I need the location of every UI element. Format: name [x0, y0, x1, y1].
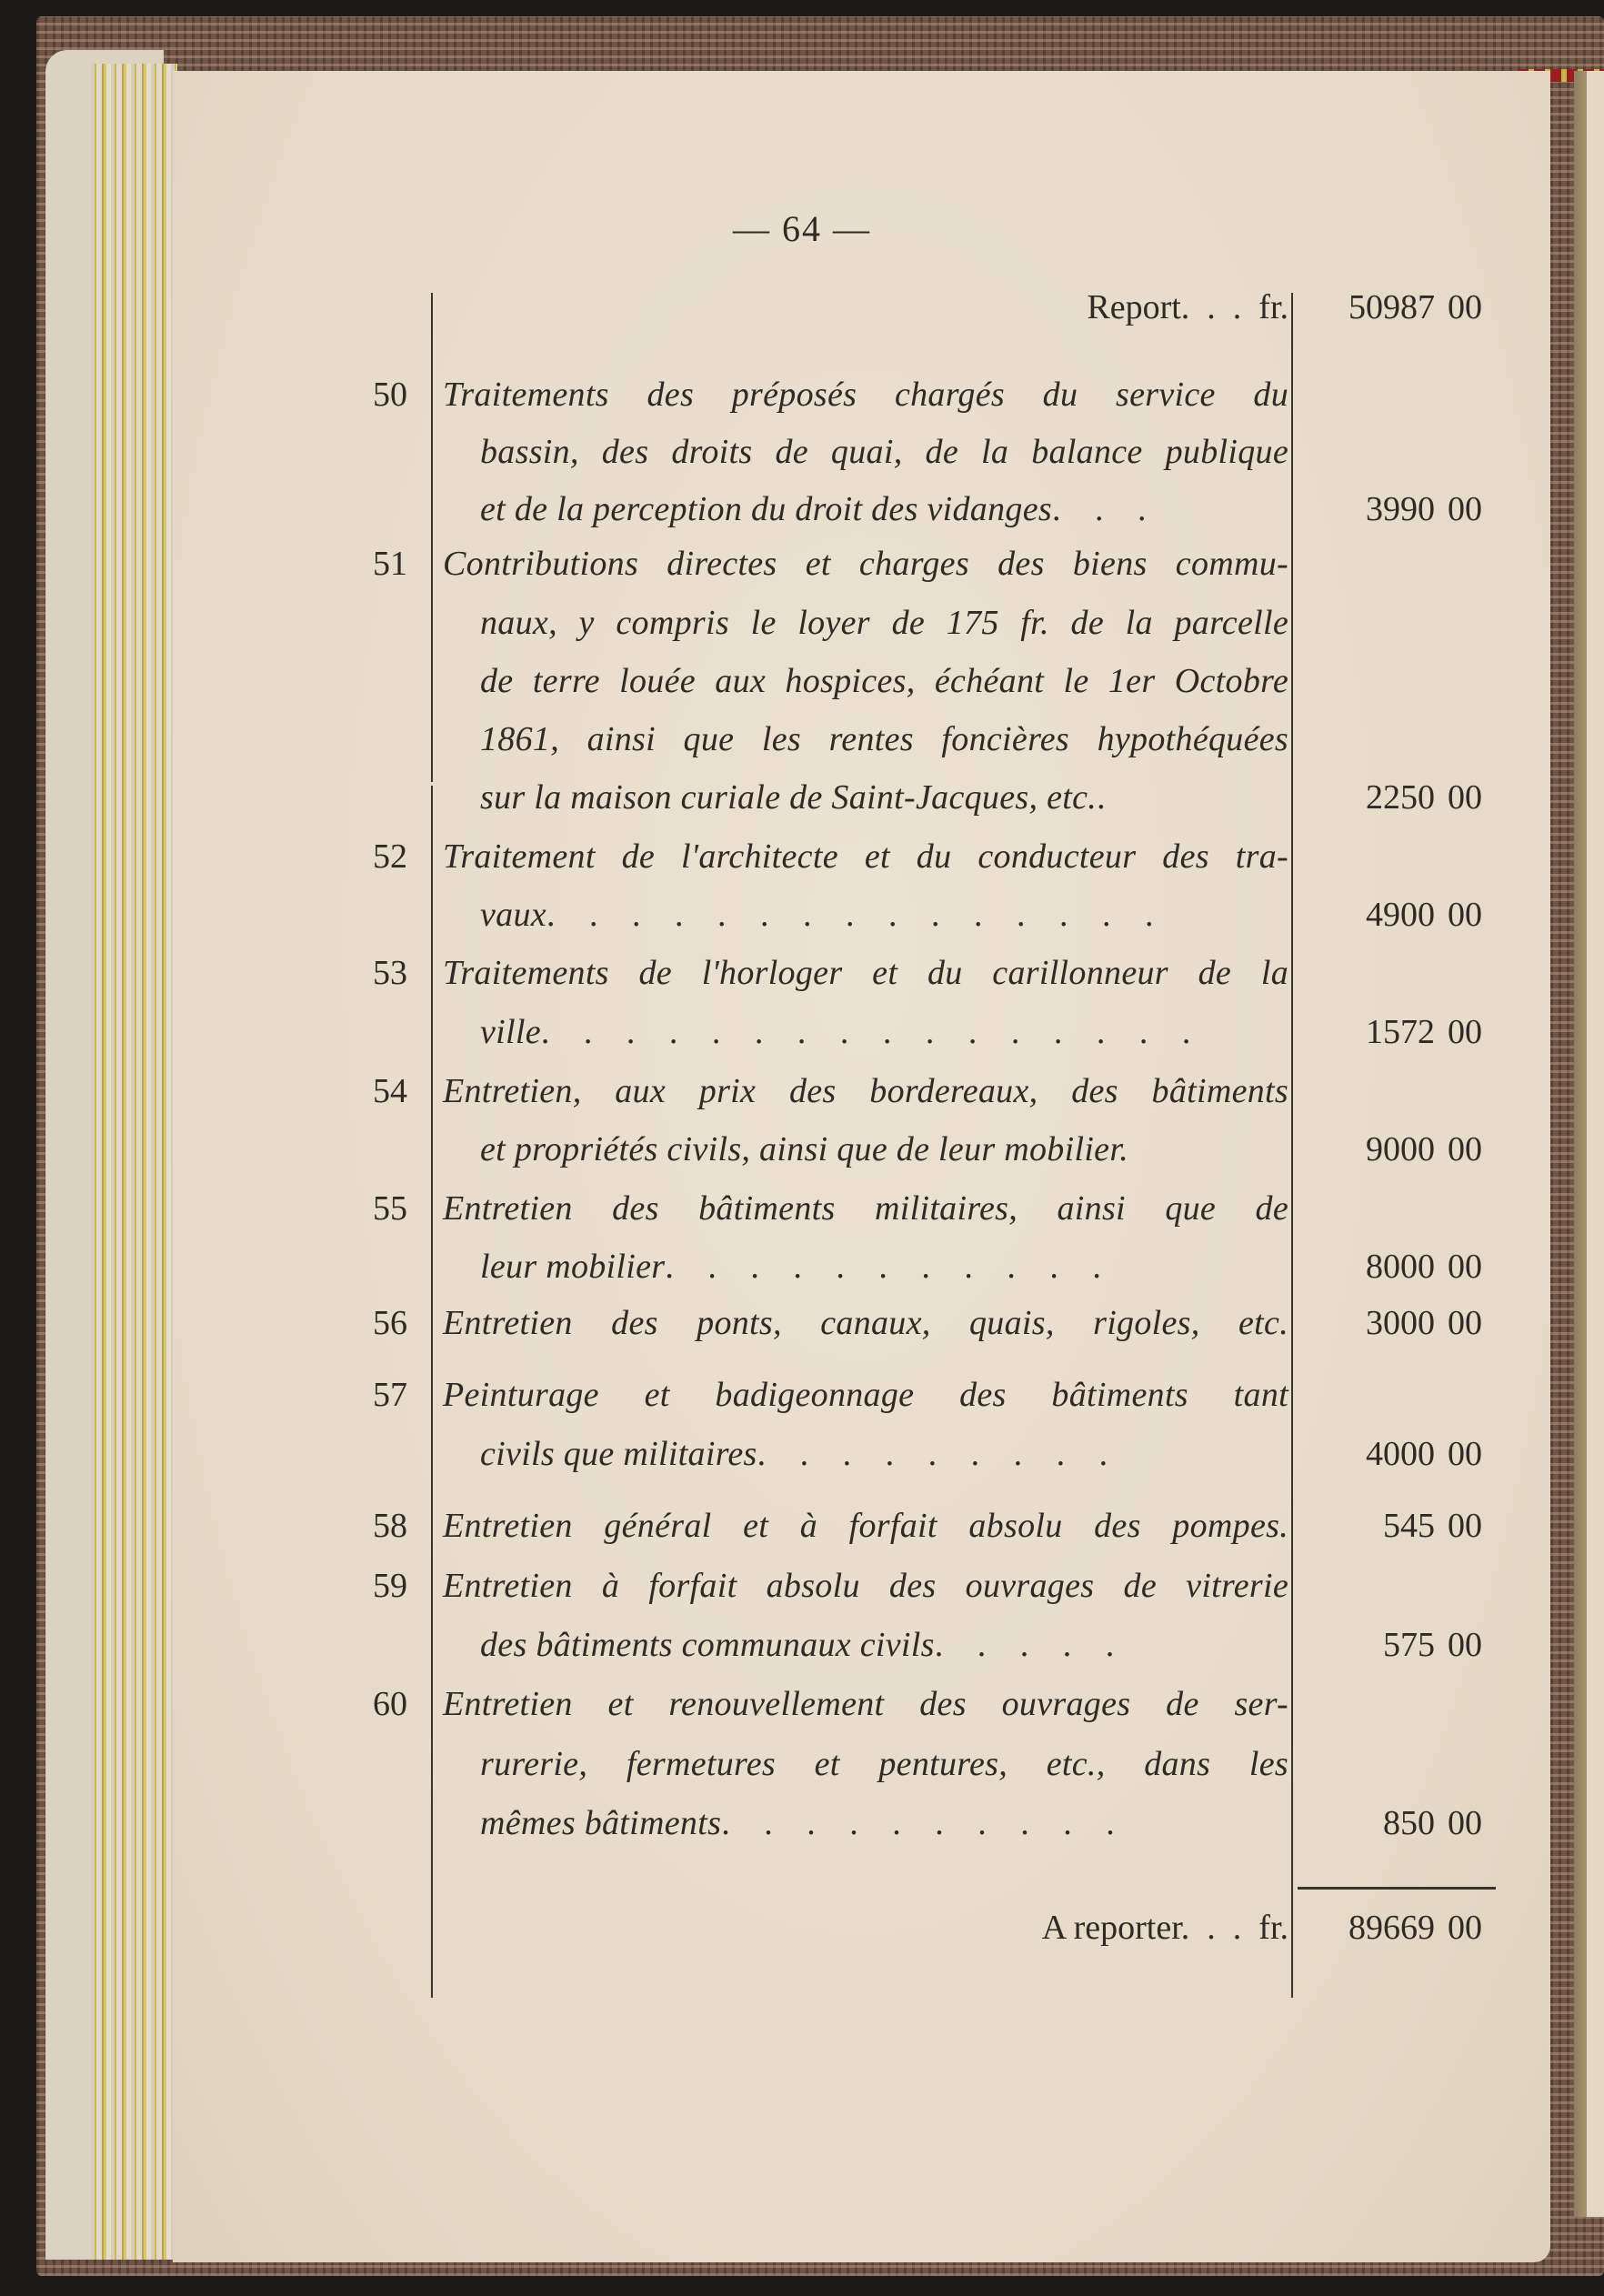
entry-amount [1309, 1434, 1482, 1474]
page-number: — 64 — [733, 208, 871, 249]
amount-francs: 850 [1383, 1804, 1435, 1842]
entry-number: 55 [373, 1189, 407, 1228]
entry-description-line [480, 1247, 1288, 1287]
entry-amount [1309, 1129, 1482, 1169]
entry-number: 54 [373, 1072, 407, 1110]
entry-description-line [480, 895, 1288, 935]
dot-leader: . . . . . [934, 1626, 1128, 1664]
dot-leader: . . . . . . . . . . . . . . . . [540, 1013, 1204, 1051]
carried-forward-label: Report. . . fr. [1087, 288, 1288, 326]
entry-description-line [480, 1012, 1288, 1052]
dot-leader: . [1097, 778, 1118, 817]
description-text: vaux [480, 896, 546, 934]
amount-francs: 545 [1383, 1507, 1435, 1545]
entry-amount [1309, 895, 1482, 935]
entry-amount [1309, 1247, 1482, 1287]
gutter-shadow [1574, 71, 1587, 2217]
entry-number: 59 [373, 1567, 407, 1605]
description-text: leur mobilier [480, 1248, 666, 1286]
amount-francs: 3000 [1366, 1304, 1435, 1342]
amount-francs: 9000 [1366, 1130, 1435, 1168]
entry-amount [1309, 1303, 1482, 1343]
carry-over-label: A reporter. . . fr. [1041, 1909, 1288, 1947]
entry-number: 56 [373, 1304, 407, 1342]
entry-description-line [480, 489, 1288, 529]
amount-francs: 4900 [1366, 896, 1435, 934]
column-rule-amount [1291, 293, 1293, 1998]
amount-francs: 575 [1383, 1626, 1435, 1664]
amount-cents: 00 [1448, 778, 1482, 817]
next-page-edge [1587, 71, 1604, 2217]
amount-francs: 8000 [1366, 1248, 1435, 1286]
description-text: des bâtiments communaux civils [480, 1626, 935, 1664]
entry-description-line [480, 777, 1288, 817]
entry-amount [1309, 489, 1482, 529]
entry-amount [1309, 1625, 1482, 1665]
description-text: ville [480, 1013, 541, 1051]
entry-amount [1309, 1012, 1482, 1052]
entry-description-line: et propriétés civils, ainsi que de leur mobilier. [480, 1130, 1129, 1168]
carry-over-amount [1309, 1908, 1482, 1948]
entry-description-line: Traitements des préposés chargés du service du [443, 376, 1288, 414]
entry-number: 50 [373, 376, 407, 414]
amount-cents: 00 [1448, 288, 1482, 326]
entry-amount [1309, 777, 1482, 817]
entry-description-line: Entretien et renouvellement des ouvrages de ser- [443, 1685, 1288, 1723]
description-text: mêmes bâtiments [480, 1804, 722, 1842]
entry-description-line: Entretien des ponts, canaux, quais, rigoles, etc. [443, 1304, 1288, 1342]
entry-amount [1309, 1803, 1482, 1843]
entry-description-line: Entretien à forfait absolu des ouvrages de vitrerie [443, 1567, 1288, 1605]
amount-cents: 00 [1448, 1435, 1482, 1473]
description-text: et de la perception du droit des vidanges [480, 490, 1052, 528]
dot-leader: . . . . . . . . . . . [665, 1248, 1114, 1286]
amount-francs: 89669 [1348, 1909, 1435, 1947]
amount-cents: 00 [1448, 1130, 1482, 1168]
amount-francs: 50987 [1348, 288, 1435, 326]
amount-cents: 00 [1448, 1507, 1482, 1545]
entry-description-line: Peinturage et badigeonnage des bâtiments tant [443, 1376, 1288, 1414]
entry-amount [1309, 1506, 1482, 1546]
dot-leader: . . . . . . . . . . [721, 1804, 1128, 1842]
description-text: civils que militaires [480, 1435, 757, 1473]
entry-number: 51 [373, 545, 407, 583]
entry-description-line: Traitement de l'architecte et du conducteur des tra- [443, 837, 1288, 876]
entry-description-line: Entretien, aux prix des bordereaux, des bâtiments [443, 1072, 1288, 1110]
entry-description-line: Entretien général et à forfait absolu des pompes. [443, 1507, 1288, 1545]
amount-francs: 1572 [1366, 1013, 1435, 1051]
entry-description-line: naux, y compris le loyer de 175 fr. de la parcelle [480, 604, 1288, 642]
entry-description-line: Traitements de l'horloger et du carillonneur de la [443, 954, 1288, 992]
entry-description-line: 1861, ainsi que les rentes foncières hypothéquées [480, 720, 1288, 758]
entry-description-line [480, 1803, 1288, 1843]
total-rule [1298, 1887, 1496, 1890]
entry-number: 60 [373, 1685, 407, 1723]
entry-description-line: Entretien des bâtiments militaires, ainsi que de [443, 1189, 1288, 1228]
amount-cents: 00 [1448, 1248, 1482, 1286]
entry-description-line [480, 1625, 1288, 1665]
amount-cents: 00 [1448, 1626, 1482, 1664]
dot-leader: . . . . . . . . . [757, 1435, 1121, 1473]
amount-francs: 4000 [1366, 1435, 1435, 1473]
entry-description-line [480, 1434, 1288, 1474]
entry-number: 57 [373, 1376, 407, 1414]
entry-number: 58 [373, 1507, 407, 1545]
description-text: sur la maison curiale de Saint-Jacques, etc. [480, 778, 1098, 817]
amount-cents: 00 [1448, 896, 1482, 934]
entry-description-line: rurerie, fermetures et pentures, etc., dans les [480, 1745, 1288, 1783]
entry-number: 53 [373, 954, 407, 992]
dot-leader: . . . . . . . . . . . . . . . [546, 896, 1167, 934]
page-edges [91, 64, 177, 2260]
column-rule-left [431, 786, 433, 1998]
amount-cents: 00 [1448, 1804, 1482, 1842]
amount-francs: 2250 [1366, 778, 1435, 817]
amount-cents: 00 [1448, 490, 1482, 528]
amount-cents: 00 [1448, 1013, 1482, 1051]
entry-description-line: bassin, des droits de quai, de la balance publique [480, 433, 1288, 471]
amount-cents: 00 [1448, 1304, 1482, 1342]
amount-francs: 3990 [1366, 490, 1435, 528]
amount-cents: 00 [1448, 1909, 1482, 1947]
entry-description-line: de terre louée aux hospices, échéant le 1er Octobre [480, 662, 1288, 700]
carried-forward-amount [1309, 287, 1482, 327]
entry-description-line: Contributions directes et charges des biens commu- [443, 545, 1288, 583]
column-rule-left [431, 293, 433, 782]
entry-number: 52 [373, 837, 407, 876]
dot-leader: . . . [1051, 490, 1159, 528]
